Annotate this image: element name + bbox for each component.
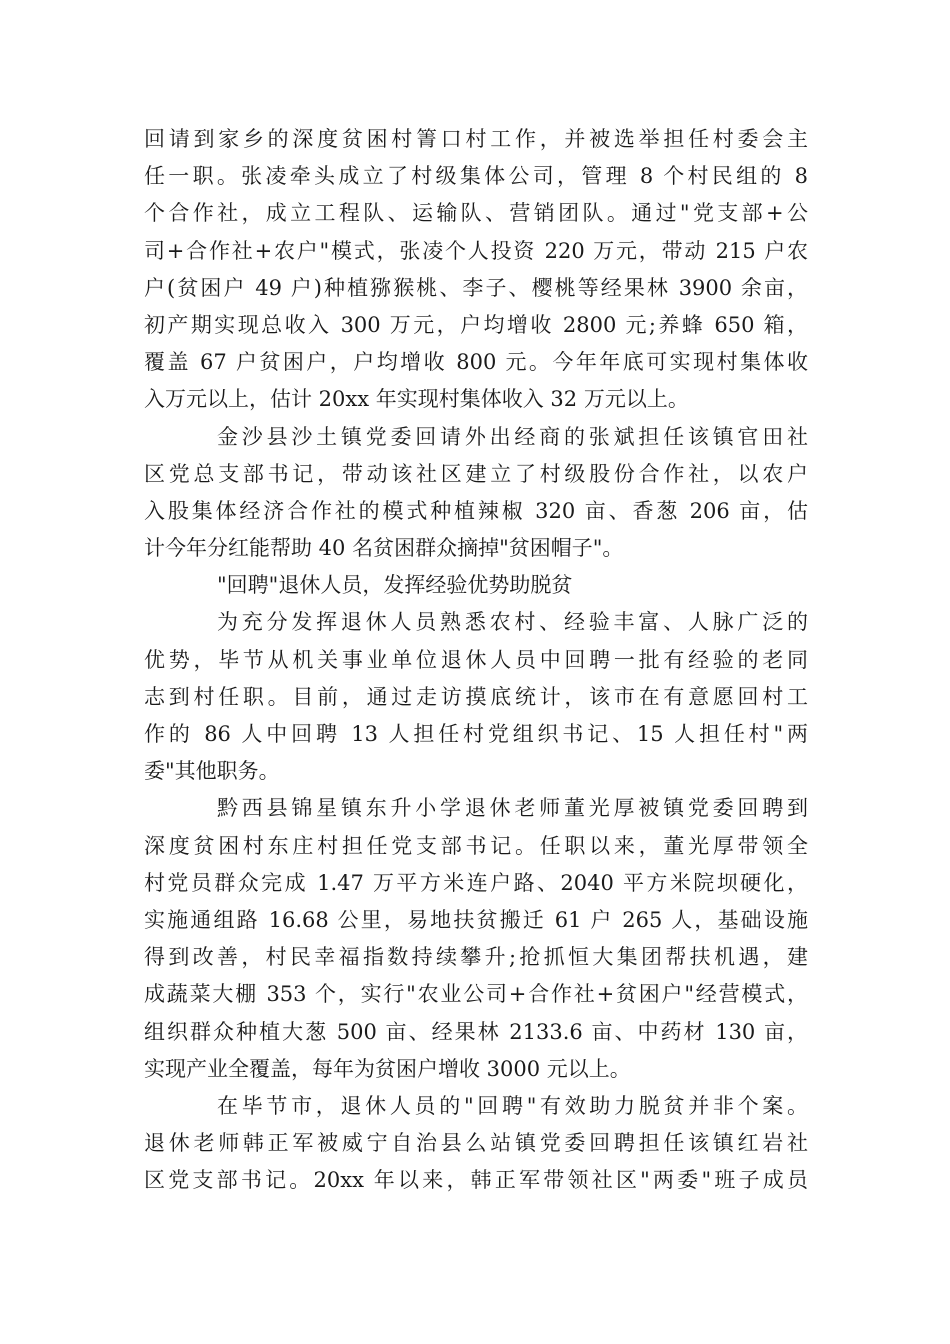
paragraph-first-line: 为充分发挥退休人员熟悉农村、经验丰富、人脉广泛的 bbox=[217, 610, 808, 635]
text-line: 深度贫困村东庄村担任党支部书记。任职以来，董光厚带领全 bbox=[144, 833, 808, 858]
text-line: 任一职。张凌牵头成立了村级集体公司，管理 8 个村民组的 8 bbox=[144, 164, 808, 189]
paragraph-first-line: 黔西县锦星镇东升小学退休老师董光厚被镇党委回聘到 bbox=[217, 796, 808, 821]
section-heading: "回聘"退休人员，发挥经验优势助脱贫 bbox=[217, 573, 573, 598]
text-line: 村党员群众完成 1.47 万平方米连户路、2040 平方米院坝硬化， bbox=[144, 870, 808, 895]
text-line: 初产期实现总收入 300 万元，户均增收 2800 元;养蜂 650 箱， bbox=[144, 312, 808, 337]
text-line: 组织群众种植大葱 500 亩、经果林 2133.6 亩、中药材 130 亩， bbox=[144, 1019, 808, 1044]
text-line: 计今年分红能帮助 40 名贫困群众摘掉"贫困帽子"。 bbox=[144, 536, 624, 561]
text-line: 区党总支部书记，带动该社区建立了村级股份合作社，以农户 bbox=[144, 461, 808, 486]
paragraph-first-line: 金沙县沙土镇党委回请外出经商的张斌担任该镇官田社 bbox=[217, 424, 808, 449]
text-line: 实现产业全覆盖，每年为贫困户增收 3000 元以上。 bbox=[144, 1056, 631, 1081]
paragraph-first-line: 在毕节市，退休人员的"回聘"有效助力脱贫并非个案。 bbox=[217, 1093, 808, 1118]
text-line: 作的 86 人中回聘 13 人担任村党组织书记、15 人担任村"两 bbox=[144, 722, 808, 746]
text-line: 回请到家乡的深度贫困村箐口村工作，并被选举担任村委会主 bbox=[144, 127, 808, 151]
text-line: 优势，毕节从机关事业单位退休人员中回聘一批有经验的老同 bbox=[144, 647, 808, 672]
text-line: 区党支部书记。20xx 年以来，韩正军带领社区"两委"班子成员 bbox=[144, 1168, 808, 1193]
text-line: 个合作社，成立工程队、运输队、营销团队。通过"党支部+公 bbox=[144, 201, 808, 226]
text-line: 入万元以上，估计 20xx 年实现村集体收入 32 万元以上。 bbox=[144, 387, 689, 412]
document-body bbox=[144, 121, 808, 1199]
text-line: 志到村任职。目前，通过走访摸底统计，该市在有意愿回村工 bbox=[144, 684, 808, 709]
text-line: 委"其他职务。 bbox=[144, 759, 280, 784]
text-line: 入股集体经济合作社的模式种植辣椒 320 亩、香葱 206 亩，估 bbox=[144, 498, 808, 523]
text-line: 户(贫困户 49 户)种植猕猴桃、李子、樱桃等经果林 3900 余亩， bbox=[144, 275, 808, 300]
text-line: 得到改善，村民幸福指数持续攀升;抢抓恒大集团帮扶机遇，建 bbox=[144, 945, 808, 970]
text-line: 退休老师韩正军被威宁自治县么站镇党委回聘担任该镇红岩社 bbox=[144, 1131, 808, 1156]
text-line: 覆盖 67 户贫困户，户均增收 800 元。今年年底可实现村集体收 bbox=[144, 350, 808, 375]
text-line: 成蔬菜大棚 353 个，实行"农业公司+合作社+贫困户"经营模式， bbox=[144, 982, 808, 1007]
text-line: 司+合作社+农户"模式，张凌个人投资 220 万元，带动 215 户农 bbox=[144, 238, 808, 263]
text-line: 实施通组路 16.68 公里，易地扶贫搬迁 61 户 265 人，基础设施 bbox=[144, 907, 808, 932]
